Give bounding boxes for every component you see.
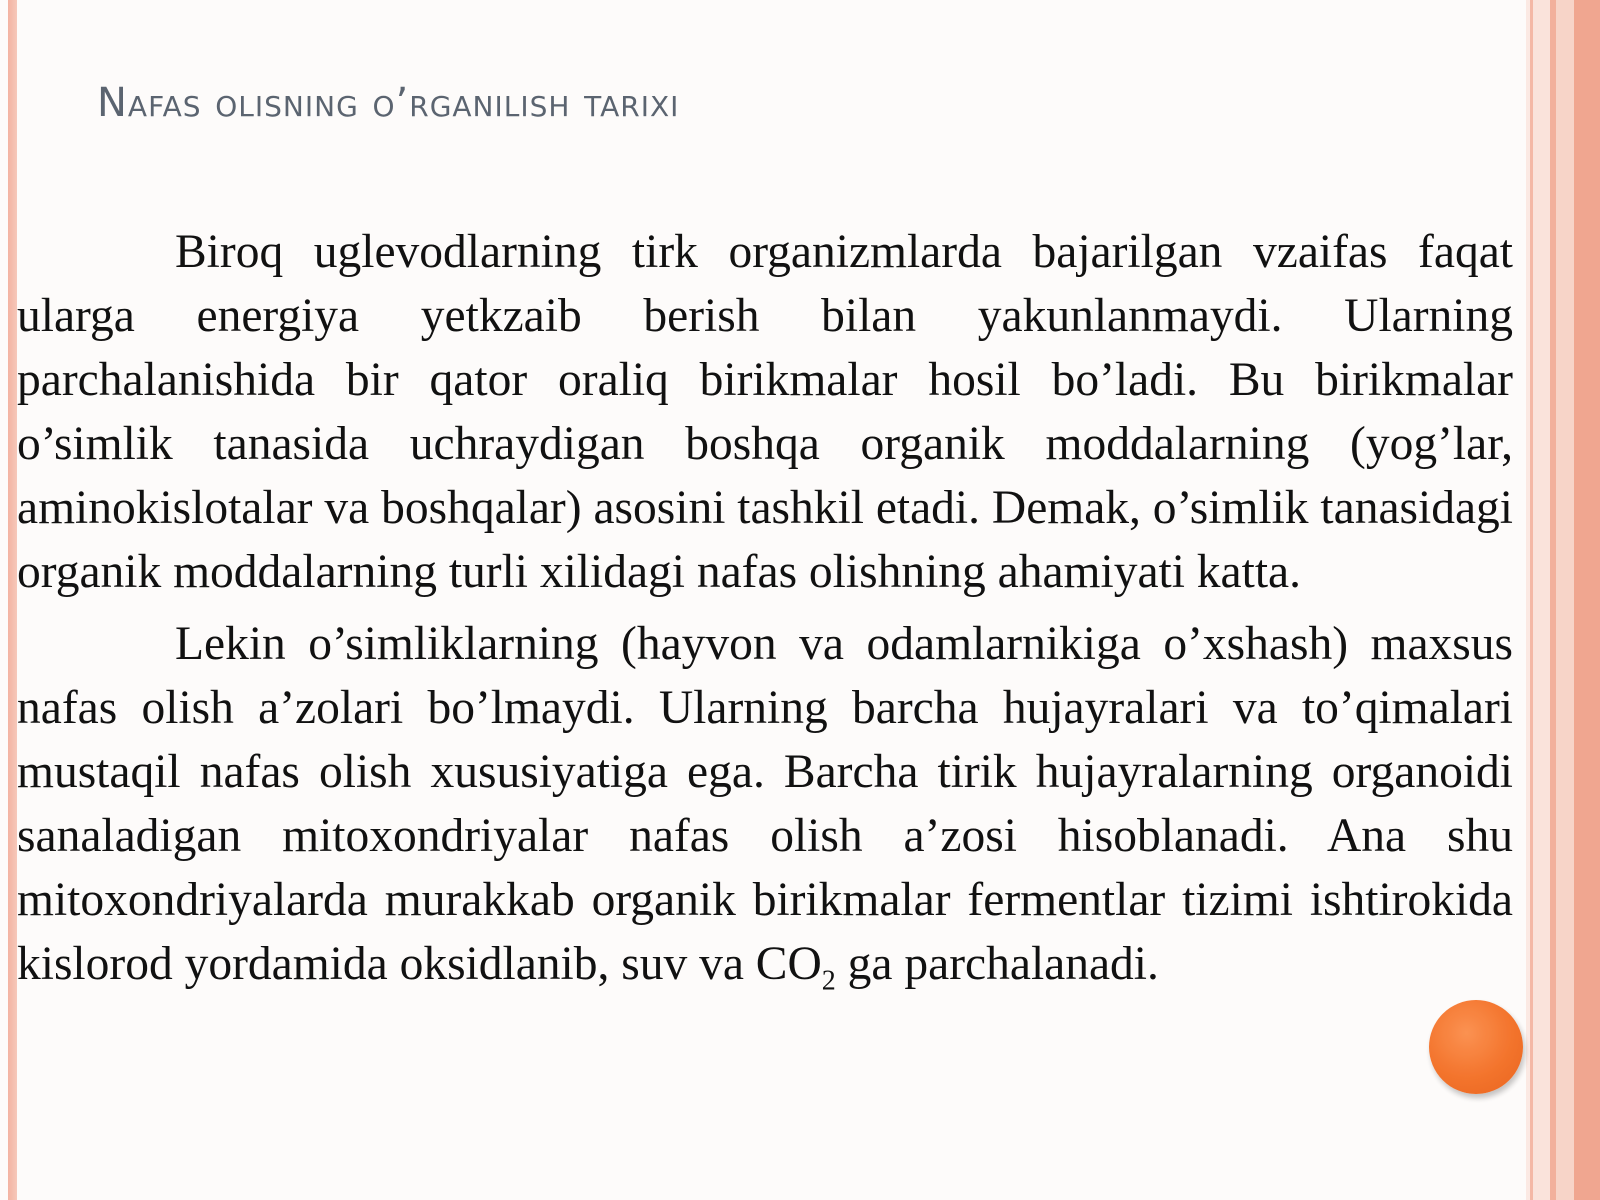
right-decorative-border [1526,0,1600,1200]
paragraph-2-main: Lekin o’simliklarning (hayvon va odamlarnikiga o’xshash) maxsus nafas olish a’zolari bo’lmaydi. Ularning barcha hujayralari va to’qimalari mustaqil nafas olish xususiyatiga ega. Barcha tirik hujayralarning organoidi sanaladigan mitoxondriyalar nafas olish a’zosi hisoblanadi. Ana shu mitoxondriyalarda murakkab organik birikmalar fermentlar tizimi ishtirokida kislorod yordamida oksidlanib, suv va CO [17,618,1513,990]
slide-body [17,220,1513,1004]
paragraph-2-end: ga parchalanadi. [835,938,1159,990]
navigation-dot-button[interactable] [1429,1000,1523,1094]
paragraph-2 [17,612,1513,996]
co2-subscript: 2 [821,965,836,997]
paragraph-1: Biroq uglevodlarning tirk organizmlarda bajarilgan vzaifas faqat ularga energiya yetkzaib berish bilan yakunlanmaydi. Ularning parchalanishida bir qator oraliq birikmalar hosil bo’ladi. Bu birikmalar o’simlik tanasida uchraydigan boshqa organik moddalarning (yog’lar, aminokislotalar va boshqalar) asosini tashkil etadi. Demak, o’simlik tanasidagi organik moddalarning turli xilidagi nafas olishning ahamiyati katta. [17,226,1513,598]
left-accent-stripe [8,0,17,1200]
slide-title: Nafas olisning o’rganilish tarixi [97,80,680,126]
